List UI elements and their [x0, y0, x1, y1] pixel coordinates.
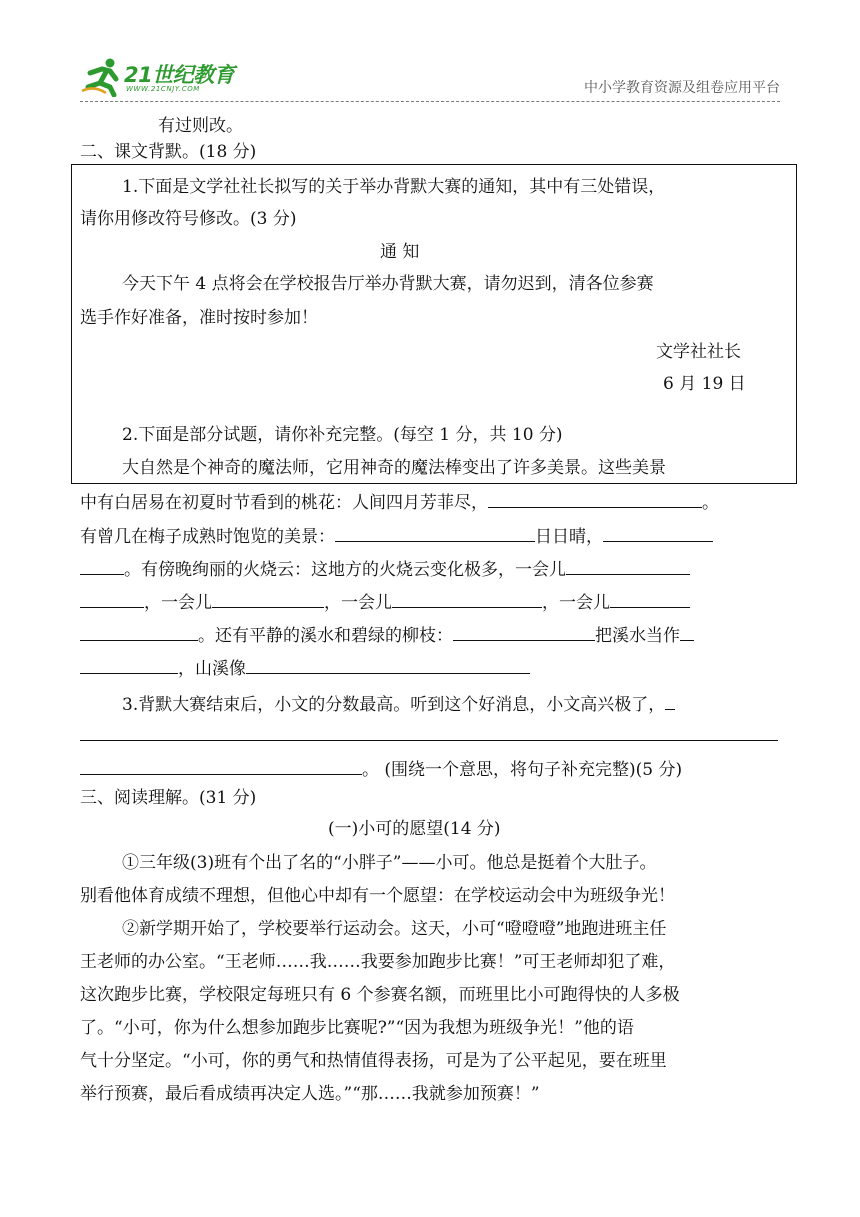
notice-signature: 文学社社长 [656, 342, 741, 362]
question-1-text: 1.下面是文学社社长拟写的关于举办背默大赛的通知，其中有三处错误， [122, 177, 666, 197]
story-paragraph: 气十分坚定。“小可，你的勇气和热情值得表扬，可是为了公平起见，要在班里 [80, 1051, 667, 1071]
answer-blank[interactable] [488, 490, 702, 508]
header-divider [80, 101, 780, 102]
answer-blank[interactable] [80, 590, 144, 608]
story-paragraph: 别看他体育成绩不理想，但他心中却有一个愿望：在学校运动会中为班级争光！ [80, 886, 675, 906]
running-person-icon [80, 57, 124, 97]
logo-text: 21世纪教育 [124, 63, 235, 87]
question-3-text: 。 (围绕一个意思，将句子补充完整)(5 分) [80, 757, 682, 781]
story-paragraph: 了。“小可，你为什么想参加跑步比赛呢?”“因为我想为班级争光！”他的语 [80, 1018, 634, 1038]
answer-blank[interactable] [603, 524, 713, 542]
notice-date: 6 月 19 日 [663, 374, 746, 394]
answer-blank[interactable] [246, 656, 530, 674]
question-1-text: 请你用修改符号修改。(3 分) [80, 209, 297, 229]
section-heading-3: 三、阅读理解。(31 分) [80, 788, 257, 808]
answer-blank[interactable] [80, 757, 362, 775]
answer-blank[interactable] [392, 590, 542, 608]
question-3-text: 3.背默大赛结束后，小文的分数最高。听到这个好消息，小文高兴极了， [122, 692, 675, 716]
story-paragraph: ①三年级(3)班有个出了名的“小胖子”——小可。他总是挺着个大肚子。 [122, 853, 657, 873]
answer-line[interactable] [80, 740, 778, 741]
section-heading-2: 二、课文背默。(18 分) [80, 142, 257, 162]
notice-body: 选手作好准备，准时按时参加！ [80, 308, 318, 328]
story-title: (一)小可的愿望(14 分) [328, 819, 501, 839]
answer-blank[interactable] [680, 623, 694, 641]
story-paragraph: 举行预赛，最后看成绩再决定人选。”“那……我就参加预赛！” [80, 1084, 540, 1104]
answer-blank[interactable] [80, 623, 198, 641]
page-header [80, 55, 780, 101]
question-2-text: 2.下面是部分试题，请你补充完整。(每空 1 分，共 10 分) [122, 425, 563, 445]
platform-tagline: 中小学教育资源及组卷应用平台 [584, 80, 780, 96]
answer-blank[interactable] [566, 557, 690, 575]
answer-blank[interactable] [665, 692, 675, 710]
passage-text: 大自然是个神奇的魔法师，它用神奇的魔法棒变出了许多美景。这些美景 [122, 458, 666, 478]
fill-line: ，一会儿 ，一会儿 ，一会儿 [80, 590, 690, 614]
notice-body: 今天下午 4 点将会在学校报告厅举办背默大赛，请勿迟到，清各位参赛 [122, 274, 654, 294]
story-paragraph: ②新学期开始了，学校要举行运动会。这天，小可“噔噔噔”地跑进班主任 [122, 919, 667, 939]
story-paragraph: 王老师的办公室。“王老师……我……我要参加跑步比赛！”可王老师却犯了难， [80, 952, 676, 972]
fill-line: 中有白居易在初夏时节看到的桃花：人间四月芳菲尽， 。 [80, 490, 719, 514]
fill-line: ，山溪像 [80, 656, 530, 680]
answer-blank[interactable] [80, 557, 124, 575]
notice-title: 通 知 [380, 242, 420, 262]
answer-blank[interactable] [212, 590, 324, 608]
fill-line: 。有傍晚绚丽的火烧云：这地方的火烧云变化极多，一会儿 [80, 557, 690, 581]
story-paragraph: 这次跑步比赛，学校限定每班只有 6 个参赛名额，而班里比小可跑得快的人多极 [80, 985, 680, 1005]
answer-blank[interactable] [80, 656, 178, 674]
text-line: 有过则改。 [158, 116, 243, 136]
fill-line: 。还有平静的溪水和碧绿的柳枝： 把溪水当作 [80, 623, 694, 647]
fill-line: 有曾几在梅子成熟时饱览的美景： 日日晴， [80, 524, 713, 548]
logo [80, 55, 250, 99]
answer-blank[interactable] [453, 623, 595, 641]
answer-blank[interactable] [335, 524, 535, 542]
logo-url: WWW.21CNJY.COM [126, 85, 200, 93]
answer-blank[interactable] [610, 590, 690, 608]
